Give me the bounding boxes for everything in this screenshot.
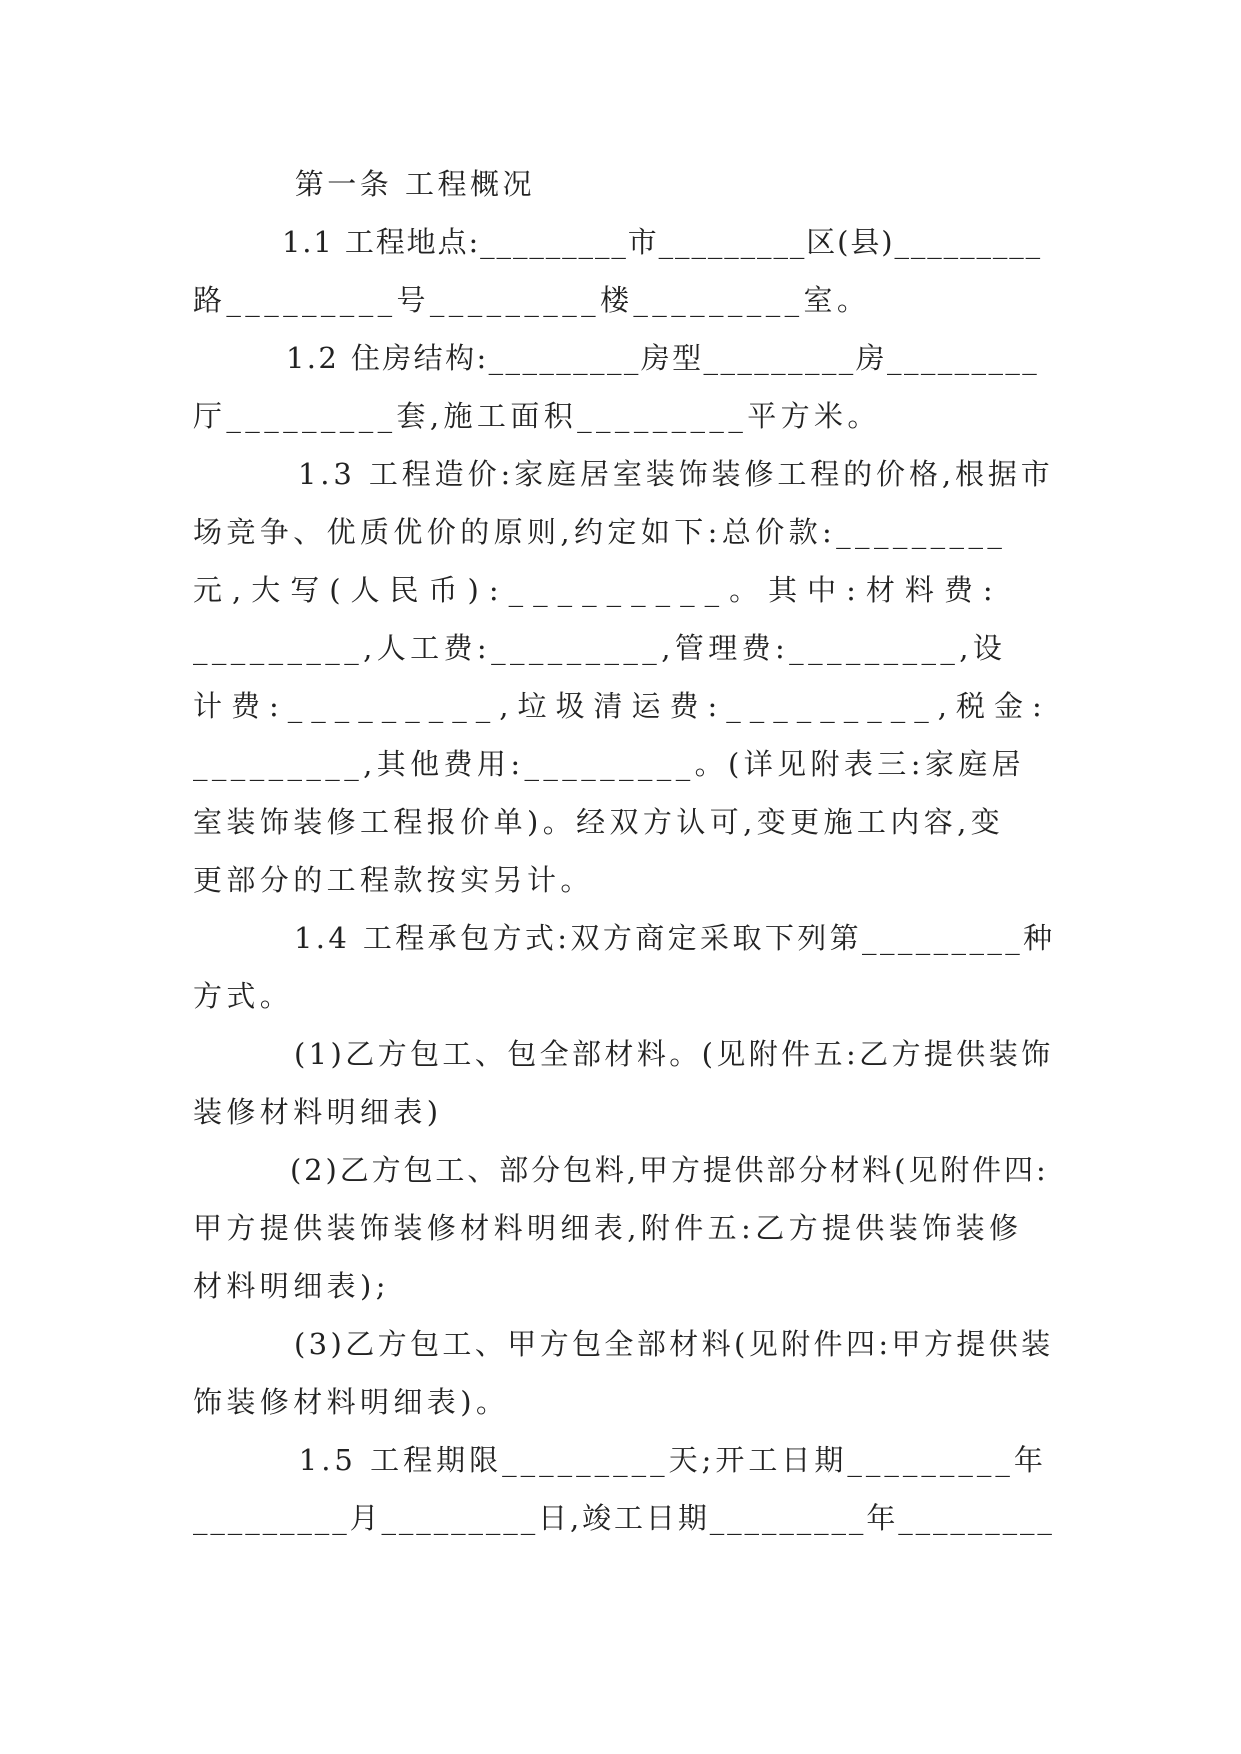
text-line: 更部分的工程款按实另计。 xyxy=(193,863,594,897)
text-line: 1.3 工程造价:家庭居室装饰装修工程的价格,根据市 xyxy=(193,457,1054,491)
text-line: 计费:_________,垃圾清运费:_________,税金: xyxy=(193,689,1051,723)
text-line: 1.5 工程期限_________天;开工日期_________年 xyxy=(193,1443,1047,1477)
text-line: 饰装修材料明细表)。 xyxy=(193,1385,510,1419)
text-line: 甲方提供装饰装修材料明细表,附件五:乙方提供装饰装修 xyxy=(193,1211,1023,1245)
section-heading: 第一条 工程概况 xyxy=(193,167,535,201)
text-line: _________,其他费用:_________。(详见附表三:家庭居 xyxy=(193,747,1026,781)
text-line: 场竞争、优质优价的原则,约定如下:总价款:_________ xyxy=(193,515,1007,549)
text-line: 方式。 xyxy=(193,979,294,1013)
text-line: 路_________号_________楼_________室。 xyxy=(193,283,871,317)
text-line: 装修材料明细表) xyxy=(193,1095,443,1129)
text-line: _________,人工费:_________,管理费:_________,设 xyxy=(193,631,1007,665)
text-line: 材料明细表); xyxy=(193,1269,390,1303)
text-line: (3)乙方包工、甲方包全部材料(见附件四:甲方提供装 xyxy=(193,1327,1054,1361)
text-line: 厅_________套,施工面积_________平方米。 xyxy=(193,399,881,433)
text-line: 室装饰装修工程报价单)。经双方认可,变更施工内容,变 xyxy=(193,805,1005,839)
text-line: 元,大写(人民币):_________。其中:材料费: xyxy=(193,573,1003,607)
text-line: (1)乙方包工、包全部材料。(见附件五:乙方提供装饰 xyxy=(193,1037,1054,1071)
text-line: _________月_________日,竣工日期_________年_________ xyxy=(193,1501,1055,1535)
text-line: 1.1 工程地点:_________市_________区(县)_________ xyxy=(193,225,1043,259)
text-line: 1.4 工程承包方式:双方商定采取下列第_________种 xyxy=(193,921,1056,955)
text-line: 1.2 住房结构:_________房型_________房_________ xyxy=(193,341,1040,375)
text-line: (2)乙方包工、部分包料,甲方提供部分材料(见附件四: xyxy=(193,1153,1049,1187)
